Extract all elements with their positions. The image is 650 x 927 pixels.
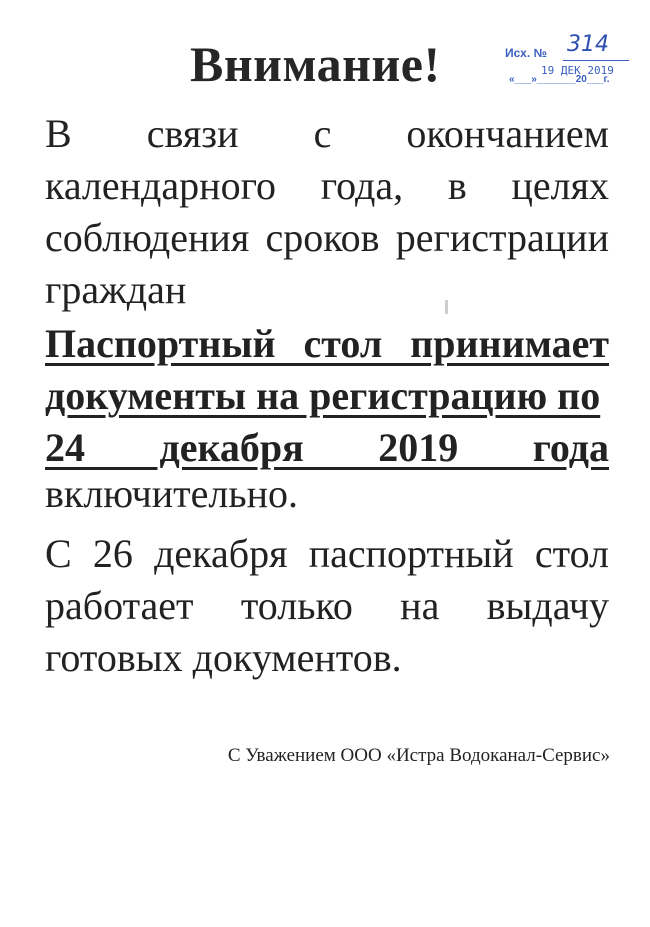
stamp-label: Исх. № [505, 46, 547, 60]
notice-paragraph-deadline [45, 318, 609, 474]
deadline-main-text: Паспортный стол принимает документы на регистрацию по [45, 321, 609, 418]
outgoing-registration-stamp [505, 32, 633, 88]
stamp-number-line [563, 60, 629, 61]
deadline-date-text: 24 декабря 2019 года [45, 425, 609, 470]
notice-title: Внимание! [190, 36, 441, 92]
stamp-number: 314 [567, 32, 609, 57]
stamp-date: 19 ДЕК 2019 [541, 64, 614, 77]
notice-signature: С Уважением ООО «Истра Водоканал-Сервис» [227, 745, 610, 766]
stamp-date-template: «___»_______20___г. [509, 74, 610, 85]
scan-artifact [445, 300, 448, 314]
deadline-inclusive-text: включительно. [45, 471, 299, 516]
notice-paragraph-intro: В связи с окончанием календарного года, в целях соблюдения сроков регистрации граждан [45, 111, 609, 312]
notice-paragraph-after-deadline: С 26 декабря паспортный стол работает только на выдачу готовых документов. [45, 531, 609, 680]
